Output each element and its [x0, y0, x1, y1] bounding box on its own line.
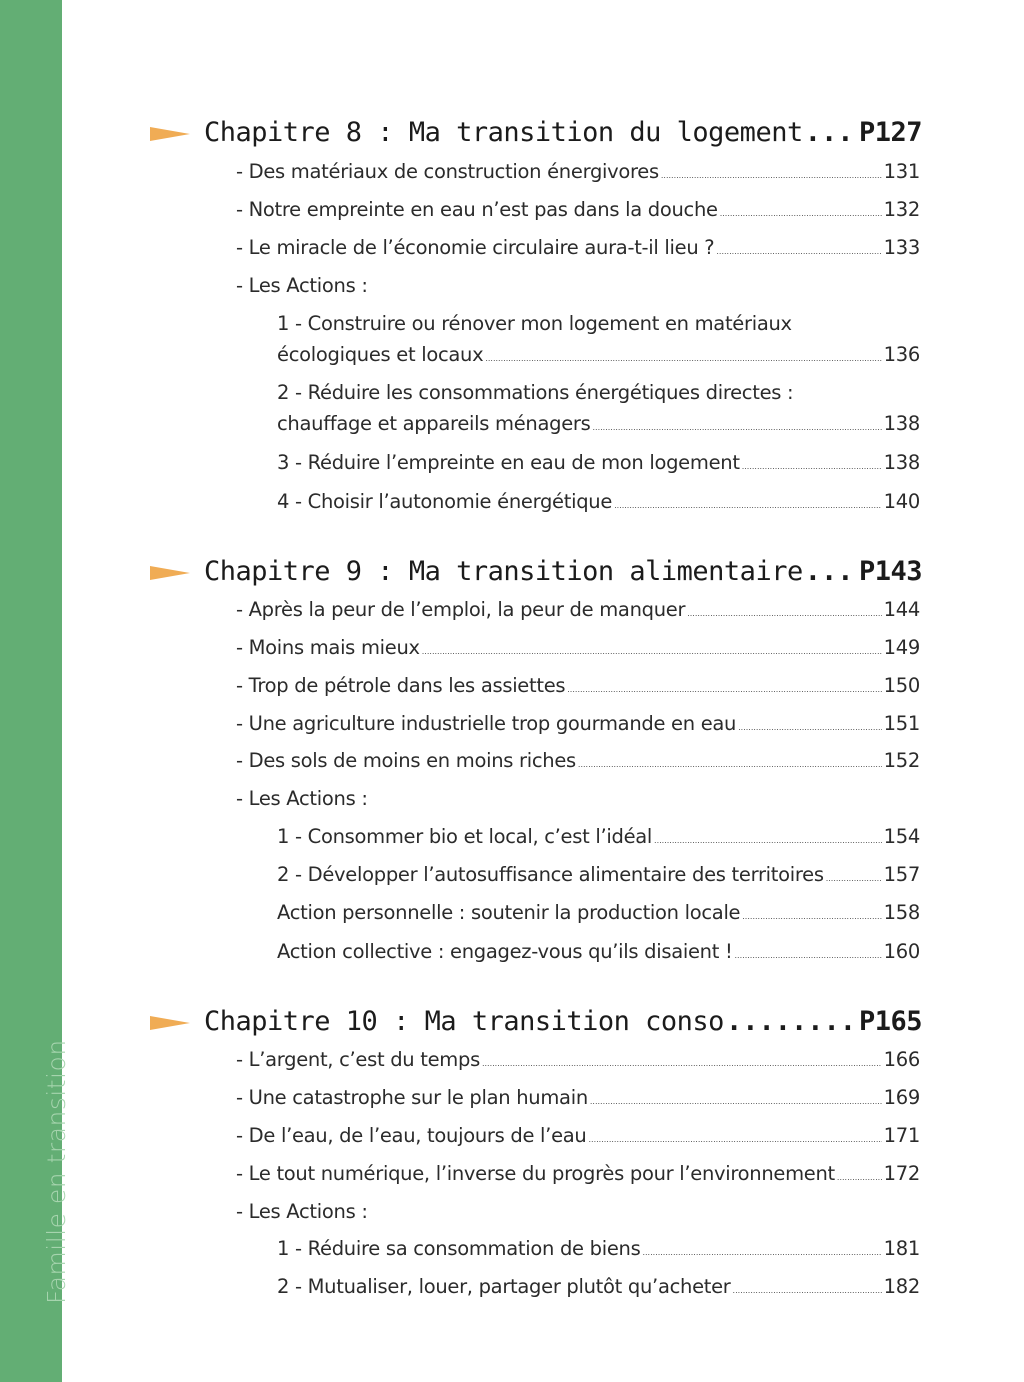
chapter-10-heading — [150, 1006, 922, 1044]
entry-page: 182 — [883, 1275, 920, 1298]
leader-dots — [588, 1135, 881, 1144]
entry-page: 144 — [883, 598, 920, 621]
toc-entry — [277, 863, 920, 891]
chapter-title: Chapitre 9 : Ma transition alimentaire — [204, 556, 803, 587]
toc-entry — [277, 343, 920, 371]
entry-page: 158 — [883, 901, 920, 924]
entry-text: 1 - Consommer bio et local, c’est l’idéal — [277, 825, 653, 848]
actions-label: - Les Actions : — [236, 787, 368, 810]
entry-text: - Des sols de moins en moins riches — [236, 749, 576, 772]
toc-entry — [277, 825, 920, 853]
leader-dots — [742, 912, 881, 921]
leader-dots — [720, 209, 882, 218]
entry-page: 131 — [883, 160, 920, 183]
toc-entry — [277, 940, 920, 968]
arrow-icon — [150, 125, 190, 143]
leader-dots — [485, 354, 881, 363]
entry-page: 157 — [883, 863, 920, 886]
entry-text: - Une catastrophe sur le plan humain — [236, 1086, 588, 1109]
entry-text: chauffage et appareils ménagers — [277, 412, 591, 435]
chapter-title: Chapitre 8 : Ma transition du logement — [204, 117, 803, 148]
entry-page: 136 — [883, 343, 920, 366]
chapter-9-heading — [150, 556, 922, 594]
entry-text: Action personnelle : soutenir la production locale — [277, 901, 741, 924]
action-line: 2 - Réduire les consommations énergétiques directes : — [277, 381, 794, 404]
toc-entry — [277, 901, 920, 929]
entry-text: 2 - Mutualiser, louer, partager plutôt qu’acheter — [277, 1275, 731, 1298]
leader-dots — [642, 1248, 881, 1257]
toc-entry — [236, 1048, 920, 1076]
entry-page: 172 — [883, 1162, 920, 1185]
leader-dots — [742, 462, 882, 471]
toc-entry — [236, 236, 920, 264]
leader-dots — [735, 951, 882, 960]
entry-text: - Trop de pétrole dans les assiettes — [236, 674, 566, 697]
leader-dots — [733, 1286, 882, 1295]
toc-entry — [236, 198, 920, 226]
toc-entry — [277, 451, 920, 479]
entry-page: 169 — [883, 1086, 920, 1109]
leader-dots — [738, 723, 882, 732]
toc-entry — [236, 1124, 920, 1152]
book-title: Famille en transition — [42, 1039, 71, 1304]
entry-text: - Notre empreinte en eau n’est pas dans la douche — [236, 198, 718, 221]
toc-entry — [277, 412, 920, 440]
entry-text: Action collective : engagez-vous qu’ils disaient ! — [277, 940, 733, 963]
toc-entry — [236, 674, 920, 702]
entry-text: - De l’eau, de l’eau, toujours de l’eau — [236, 1124, 587, 1147]
entry-page: 138 — [883, 412, 920, 435]
entry-page: 151 — [883, 712, 920, 735]
entry-page: 154 — [883, 825, 920, 848]
toc-entry — [236, 636, 920, 664]
entry-page: 140 — [883, 490, 920, 513]
action-line: 1 - Construire ou rénover mon logement en matériaux — [277, 312, 792, 335]
leader-dots — [422, 647, 882, 656]
toc-entry — [236, 598, 920, 626]
arrow-icon — [150, 564, 190, 582]
entry-page: 150 — [883, 674, 920, 697]
arrow-icon — [150, 1014, 190, 1032]
leader-dots — [805, 556, 857, 587]
entry-page: 171 — [883, 1124, 920, 1147]
entry-page: 132 — [883, 198, 920, 221]
leader-dots — [578, 760, 882, 769]
leader-dots — [837, 1173, 882, 1182]
entry-text: 3 - Réduire l’empreinte en eau de mon logement — [277, 451, 740, 474]
leader-dots — [805, 117, 857, 148]
toc-entry — [236, 1086, 920, 1114]
entry-text: - Après la peur de l’emploi, la peur de manquer — [236, 598, 686, 621]
toc-entry — [277, 1275, 920, 1303]
entry-text: - Une agriculture industrielle trop gourmande en eau — [236, 712, 737, 735]
toc-entry — [236, 1162, 920, 1190]
leader-dots — [482, 1059, 882, 1068]
leader-dots — [590, 1097, 882, 1106]
entry-page: 160 — [883, 940, 920, 963]
chapter-page: P143 — [858, 556, 922, 587]
entry-page: 166 — [883, 1048, 920, 1071]
entry-text: - Des matériaux de construction énergivores — [236, 160, 659, 183]
leader-dots — [716, 247, 881, 256]
leader-dots — [614, 501, 882, 510]
leader-dots — [567, 685, 881, 694]
leader-dots — [661, 171, 882, 180]
entry-text: écologiques et locaux — [277, 343, 484, 366]
entry-page: 181 — [883, 1237, 920, 1260]
toc-entry — [277, 1237, 920, 1265]
actions-label: - Les Actions : — [236, 274, 368, 297]
entry-text: 4 - Choisir l’autonomie énergétique — [277, 490, 613, 513]
actions-label: - Les Actions : — [236, 1200, 368, 1223]
entry-text: - L’argent, c’est du temps — [236, 1048, 480, 1071]
chapter-title: Chapitre 10 : Ma transition conso — [204, 1006, 724, 1037]
leader-dots — [726, 1006, 857, 1037]
toc-entry — [236, 160, 920, 188]
leader-dots — [687, 609, 881, 618]
entry-text: - Le miracle de l’économie circulaire aura-t-il lieu ? — [236, 236, 715, 259]
leader-dots — [826, 874, 882, 883]
toc-entry — [236, 712, 920, 740]
entry-page: 149 — [883, 636, 920, 659]
toc-entry — [236, 749, 920, 777]
leader-dots — [592, 423, 881, 432]
entry-page: 133 — [883, 236, 920, 259]
entry-page: 152 — [883, 749, 920, 772]
entry-page: 138 — [883, 451, 920, 474]
entry-text: - Le tout numérique, l’inverse du progrès pour l’environnement — [236, 1162, 835, 1185]
entry-text: - Moins mais mieux — [236, 636, 420, 659]
chapter-8-heading — [150, 117, 922, 155]
chapter-page: P165 — [858, 1006, 922, 1037]
entry-text: 1 - Réduire sa consommation de biens — [277, 1237, 641, 1260]
toc-entry — [277, 490, 920, 518]
chapter-page: P127 — [858, 117, 922, 148]
entry-text: 2 - Développer l’autosuffisance alimentaire des territoires — [277, 863, 824, 886]
leader-dots — [654, 836, 882, 845]
